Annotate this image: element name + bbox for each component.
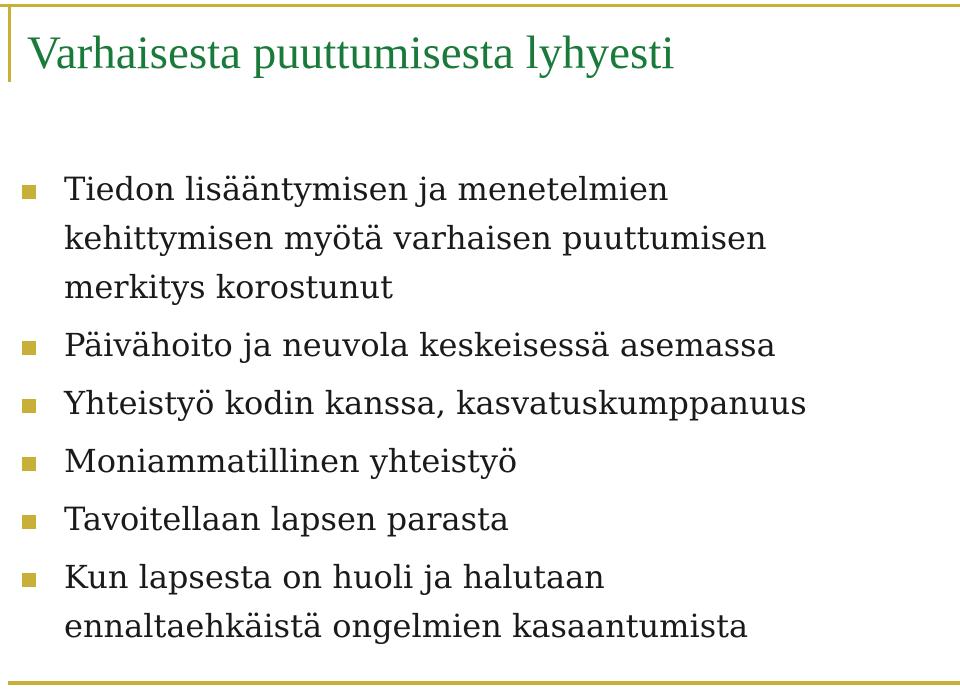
bullet-item <box>0 165 807 312</box>
bullet-list <box>0 165 807 660</box>
top-border-rule <box>0 4 960 7</box>
bullet-line: Tiedon lisääntymisen ja menetelmien <box>64 170 669 208</box>
square-bullet-icon <box>22 341 36 355</box>
bullet-item <box>0 437 807 486</box>
bullet-line: merkitys korostunut <box>64 268 393 306</box>
bullet-line: Päivähoito ja neuvola keskeisessä asemassa <box>64 326 776 364</box>
bullet-item <box>0 321 807 370</box>
slide-title: Varhaisesta puuttumisesta lyhyesti <box>27 27 675 79</box>
bottom-border-rule <box>8 681 960 685</box>
square-bullet-icon <box>22 399 36 413</box>
bullet-item <box>0 553 807 651</box>
square-bullet-icon <box>22 515 36 529</box>
bullet-line: ennaltaehkäistä ongelmien kasaantumista <box>64 607 749 645</box>
bullet-line: Moniammatillinen yhteistyö <box>64 442 518 480</box>
bullet-line: kehittymisen myötä varhaisen puuttumisen <box>64 219 767 257</box>
square-bullet-icon <box>22 185 36 199</box>
bullet-item <box>0 495 807 544</box>
bullet-line: Tavoitellaan lapsen parasta <box>64 500 509 538</box>
bullet-line: Kun lapsesta on huoli ja halutaan <box>64 558 605 596</box>
square-bullet-icon <box>22 573 36 587</box>
square-bullet-icon <box>22 457 36 471</box>
left-border-rule <box>8 4 11 82</box>
bullet-line: Yhteistyö kodin kanssa, kasvatuskumppanuus <box>64 384 807 422</box>
bullet-item <box>0 379 807 428</box>
